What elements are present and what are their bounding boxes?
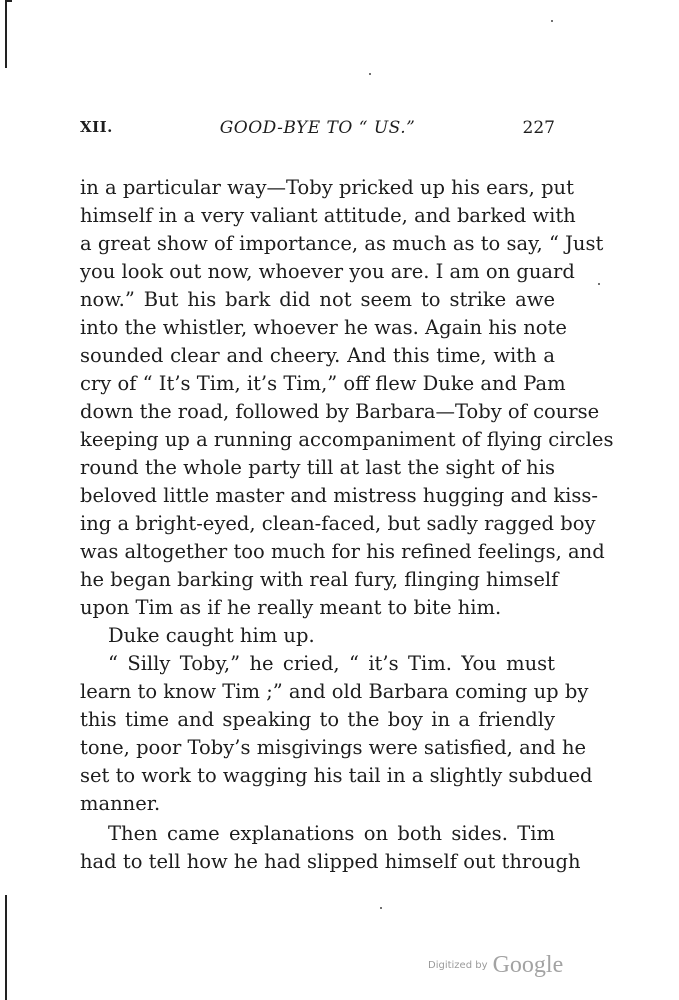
text-line: Then came explanations on both sides. Tim <box>108 821 555 845</box>
scan-speck <box>369 73 371 75</box>
page-number: 227 <box>522 118 555 138</box>
running-head <box>80 118 555 144</box>
text-line: now.” But his bark did not seem to strike awe <box>80 288 555 311</box>
text-line: into the whistler, whoever he was. Again his note <box>80 316 567 339</box>
scan-speck <box>598 283 600 285</box>
text-line: you look out now, whoever you are. I am on guard <box>80 260 575 283</box>
text-line: beloved little master and mistress hugging and kiss- <box>80 484 598 507</box>
text-line: tone, poor Toby’s misgivings were satisfied, and he <box>80 736 587 759</box>
scan-speck <box>380 907 382 909</box>
text-line: this time and speaking to the boy in a friendly <box>80 708 555 731</box>
text-line: manner. <box>80 792 161 815</box>
text-line: ing a bright-eyed, clean-faced, but sadly ragged boy <box>80 512 596 535</box>
text-line: cry of “ It’s Tim, it’s Tim,” off flew Duke and Pam <box>80 372 566 395</box>
chapter-number: XII. <box>80 118 113 136</box>
text-line: round the whole party till at last the sight of his <box>80 456 555 479</box>
text-line: a great show of importance, as much as to say, “ Just <box>80 232 604 255</box>
text-line: “ Silly Toby,” he cried, “ it’s Tim. You must <box>108 652 555 675</box>
scan-speck <box>551 20 553 22</box>
chapter-title: GOOD-BYE TO “ US.” <box>219 118 416 138</box>
google-logo: Google <box>492 952 564 978</box>
text-line: down the road, followed by Barbara—Toby of course <box>80 400 600 423</box>
text-line: had to tell how he had slipped himself out through <box>80 849 581 873</box>
text-line: he began barking with real fury, flinging himself <box>80 568 559 591</box>
text-line: sounded clear and cheery. And this time, with a <box>80 344 555 367</box>
text-line: in a particular way—Toby pricked up his ears, put <box>80 176 574 199</box>
page-edge-hook <box>5 0 12 2</box>
text-line: set to work to wagging his tail in a slightly subdued <box>80 764 593 787</box>
text-line: learn to know Tim ;” and old Barbara coming up by <box>80 680 589 703</box>
text-line: keeping up a running accompaniment of flying circles <box>80 428 614 451</box>
text-line: himself in a very valiant attitude, and barked with <box>80 204 576 227</box>
body-text <box>80 174 614 876</box>
digitized-by-label: Digitized by <box>428 960 488 971</box>
text-line: upon Tim as if he really meant to bite him. <box>80 596 502 619</box>
page-edge-line-bottom <box>5 895 7 1000</box>
page-edge-line-top <box>5 0 7 68</box>
digitized-watermark <box>428 952 563 979</box>
text-line: Duke caught him up. <box>108 624 315 647</box>
text-line: was altogether too much for his refined feelings, and <box>80 540 605 563</box>
